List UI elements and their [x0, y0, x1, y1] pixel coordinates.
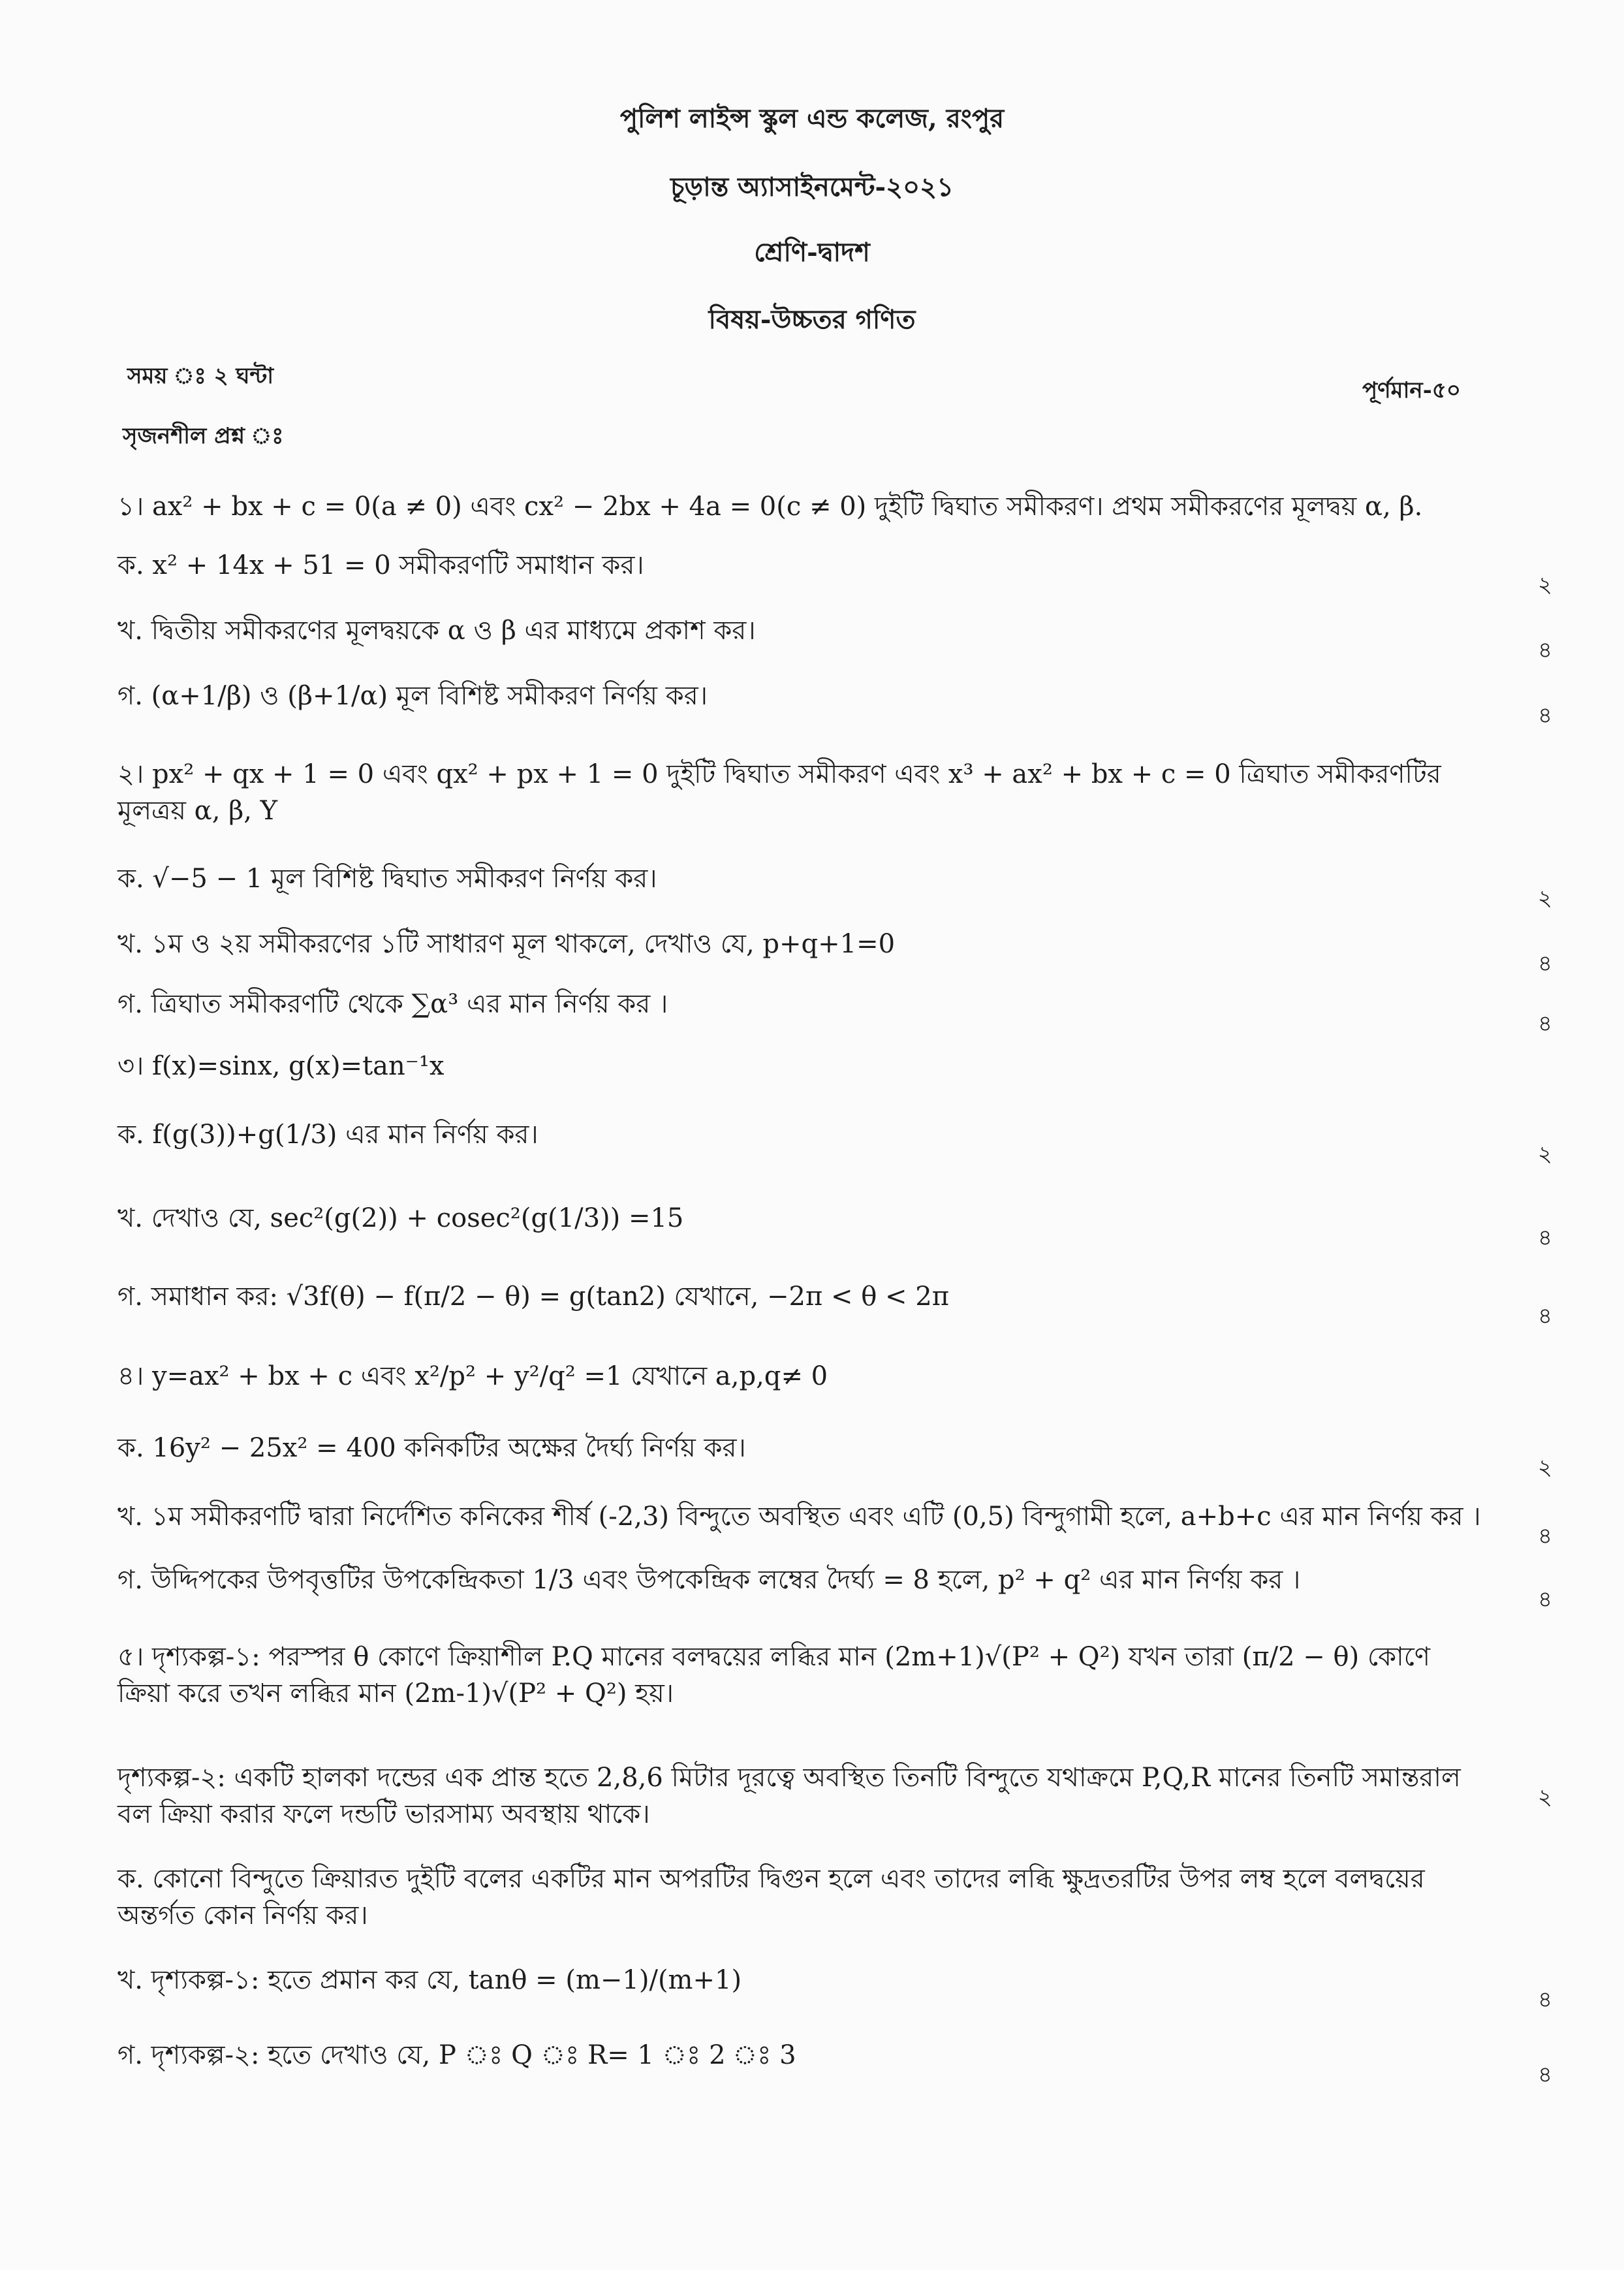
question-mark: ৪ — [1537, 951, 1552, 977]
question-text: ক. কোনো বিন্দুতে ক্রিয়ারত দুইটি বলের একটির মান অপরটির দ্বিগুন হলে এবং তাদের লব্ধি ক্ষুদ্রতরটির উপর লম্ব হলে বলদ্বয়ের অন্তর্গত কোন নির্ণয় কর। — [117, 1864, 1425, 1931]
question-row — [117, 860, 1552, 911]
question-mark: ৪ — [1537, 1303, 1552, 1329]
question-row — [117, 1759, 1552, 1833]
question-row — [117, 1430, 1552, 1481]
question-row — [117, 1962, 1552, 2013]
question-mark: ৪ — [1537, 637, 1552, 663]
question-text: খ. দেখাও যে, sec²(g(2)) + cosec²(g(1/3)) =15 — [117, 1203, 684, 1233]
question-text: ক. f(g(3))+g(1/3) এর মান নির্ণয় কর। — [117, 1120, 539, 1150]
time-label: সময় ঃ ২ ঘন্টা — [127, 363, 274, 389]
question-row — [117, 1358, 1552, 1395]
question-mark: ৪ — [1537, 1586, 1552, 1613]
question-row — [117, 756, 1552, 829]
question-mark: ২ — [1537, 1784, 1552, 1810]
question-mark: ২ — [1537, 572, 1552, 598]
subject-label: বিষয়-উচ্চতর গণিত — [708, 304, 916, 335]
question-text: ৫। দৃশ্যকল্প-১: পরস্পর θ কোণে ক্রিয়াশীল P.Q মানের বলদ্বয়ের লব্ধির মান (2m+1)√(P² + Q²) যখন তারা (π/2 − θ) কোণে ক্রিয়া করে তখন লব্ধির মান (2m-1)√(P² + Q²) হয়। — [117, 1642, 1431, 1709]
question-mark: ৪ — [1537, 1225, 1552, 1251]
question-text: ১। ax² + bx + c = 0(a ≠ 0) এবং cx² − 2bx + 4a = 0(c ≠ 0) দুইটি দ্বিঘাত সমীকরণ। প্রথম সমীকরণের মূলদ্বয় α, β. — [117, 492, 1423, 522]
exam-title: চূড়ান্ত অ্যাসাইনমেন্ট-২০২১ — [670, 172, 954, 202]
question-mark: ৪ — [1537, 702, 1552, 729]
institution-title: পুলিশ লাইন্স স্কুল এন্ড কলেজ, রংপুর — [619, 103, 1005, 134]
question-row — [117, 1116, 1552, 1167]
question-text: খ. দ্বিতীয় সমীকরণের মূলদ্বয়কে α ও β এর মাধ্যমে প্রকাশ কর। — [117, 616, 756, 646]
question-text: গ. ত্রিঘাত সমীকরণটি থেকে ∑α³ এর মান নির্ণয় কর । — [117, 989, 668, 1019]
question-mark: ৪ — [1537, 1011, 1552, 1037]
question-row — [117, 1278, 1552, 1329]
question-row — [117, 1498, 1552, 1549]
question-row — [117, 488, 1552, 525]
question-text: খ. দৃশ্যকল্প-১: হতে প্রমান কর যে, tanθ = (m−1)/(m+1) — [117, 1965, 742, 1995]
question-text: ক. 16y² − 25x² = 400 কনিকটির অক্ষের দৈর্ঘ্য নির্ণয় কর। — [117, 1433, 746, 1463]
question-text: ক. x² + 14x + 51 = 0 সমীকরণটি সমাধান কর। — [117, 550, 644, 580]
question-text: খ. ১ম সমীকরণটি দ্বারা নির্দেশিত কনিকের শীর্ষ (-2,3) বিন্দুতে অবস্থিত এবং এটি (0,5) বিন্দুগামী হলে, a+b+c এর মান নির্ণয় কর । — [117, 1502, 1481, 1532]
question-text: ক. √−5 − 1 মূল বিশিষ্ট দ্বিঘাত সমীকরণ নির্ণয় কর। — [117, 864, 657, 894]
question-row — [117, 1562, 1552, 1613]
question-row — [117, 1639, 1552, 1712]
question-text: গ. (α+1/β) ও (β+1/α) মূল বিশিষ্ট সমীকরণ নির্ণয় কর। — [117, 681, 708, 711]
question-row — [117, 1200, 1552, 1251]
question-row — [117, 547, 1552, 598]
question-row — [117, 612, 1552, 663]
question-row — [117, 1861, 1552, 1934]
question-mark: ৪ — [1537, 2062, 1552, 2088]
question-row — [117, 678, 1552, 729]
question-mark: ২ — [1537, 885, 1552, 911]
question-row — [117, 2037, 1552, 2088]
question-text: ৩। f(x)=sinx, g(x)=tan⁻¹x — [117, 1051, 445, 1081]
question-row — [117, 926, 1552, 977]
section-heading: সৃজনশীল প্রশ্ন ঃ — [123, 423, 284, 449]
question-text: ৪। y=ax² + bx + c এবং x²/p² + y²/q² =1 যেখানে a,p,q≠ 0 — [117, 1361, 828, 1391]
question-mark: ২ — [1537, 1141, 1552, 1167]
question-text: ২। px² + qx + 1 = 0 এবং qx² + px + 1 = 0 দুইটি দ্বিঘাত সমীকরণ এবং x³ + ax² + bx + c = 0 ত্রিঘাত সমীকরণটির মূলত্রয় α, β, Y — [117, 759, 1441, 826]
question-mark: ৪ — [1537, 1523, 1552, 1549]
question-text: গ. দৃশ্যকল্প-২: হতে দেখাও যে, P ঃ Q ঃ R= 1 ঃ 2 ঃ 3 — [117, 2040, 796, 2070]
question-text: গ. সমাধান কর: √3f(θ) − f(π/2 − θ) = g(tan2) যেখানে, −2π < θ < 2π — [117, 1282, 949, 1312]
full-marks-label: পূর্ণমান-৫০ — [1362, 377, 1461, 403]
question-text: খ. ১ম ও ২য় সমীকরণের ১টি সাধারণ মূল থাকলে, দেখাও যে, p+q+1=0 — [117, 929, 896, 959]
question-row — [117, 986, 1552, 1037]
class-label: শ্রেণি-দ্বাদশ — [754, 237, 870, 268]
question-text: গ. উদ্দিপকের উপবৃত্তটির উপকেন্দ্রিকতা 1/3 এবং উপকেন্দ্রিক লম্বের দৈর্ঘ্য = 8 হলে, p² + q² এর মান নির্ণয় কর । — [117, 1565, 1301, 1595]
question-mark: ২ — [1537, 1455, 1552, 1481]
question-text: দৃশ্যকল্প-২: একটি হালকা দন্ডের এক প্রান্ত হতে 2,8,6 মিটার দূরত্বে অবস্থিত তিনটি বিন্দুতে যথাক্রমে P,Q,R মানের তিনটি সমান্তরাল বল ক্রিয়া করার ফলে দন্ডটি ভারসাম্য অবস্থায় থাকে। — [117, 1763, 1461, 1829]
question-row — [117, 1048, 1552, 1084]
question-mark: ৪ — [1537, 1987, 1552, 2013]
